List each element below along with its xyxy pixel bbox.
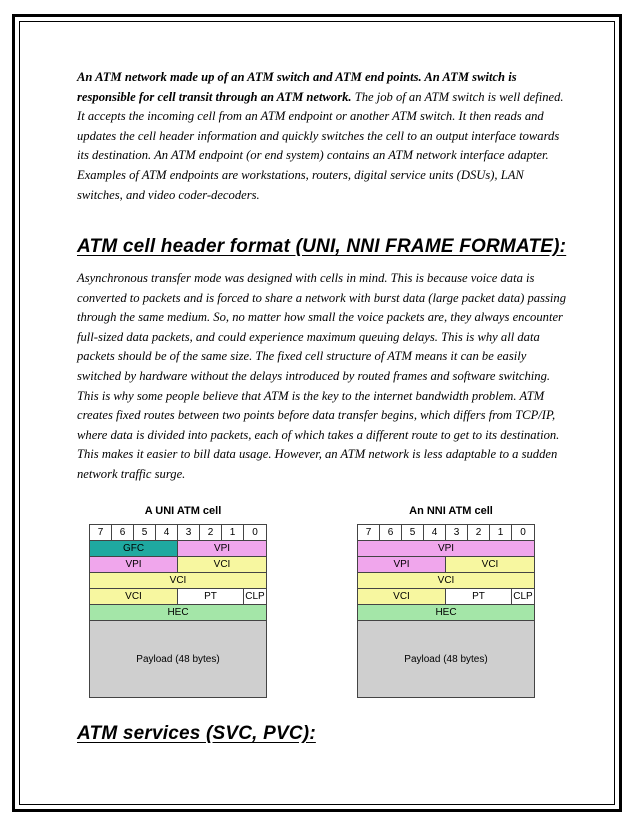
bit-label: 5 (402, 525, 424, 541)
intro-lead: An ATM network made up of an ATM switch and ATM end points. An ATM switch is responsible for cell transit through an ATM network. (77, 70, 517, 104)
uni-row-3 (90, 573, 266, 589)
intro-paragraph (77, 68, 567, 205)
uni-row-5 (90, 605, 266, 621)
uni-cell-title: A UNI ATM cell (144, 505, 222, 517)
uni-row-1 (90, 541, 266, 557)
hec-field: HEC (90, 605, 266, 621)
payload-field: Payload (48 bytes) (90, 621, 266, 697)
nni-cell-title: An NNI ATM cell (409, 505, 493, 517)
nni-row-3 (358, 573, 534, 589)
bit-label: 3 (178, 525, 200, 541)
vpi-field: VPI (178, 541, 266, 557)
vci-field: VCI (446, 557, 534, 573)
uni-cell-diagram (85, 502, 281, 698)
vpi-field: VPI (358, 541, 534, 557)
vci-field: VCI (358, 589, 446, 605)
bit-label: 0 (512, 525, 534, 541)
bit-label: 6 (112, 525, 134, 541)
nni-bit-row (358, 525, 534, 541)
nni-cell-diagram (353, 502, 549, 698)
nni-row-2 (358, 557, 534, 573)
nni-row-5 (358, 605, 534, 621)
hec-field: HEC (358, 605, 534, 621)
bit-label: 3 (446, 525, 468, 541)
vci-field: VCI (358, 573, 534, 589)
vci-field: VCI (178, 557, 266, 573)
nni-row-1 (358, 541, 534, 557)
intro-rest: The job of an ATM switch is well defined. It accepts the incoming cell from an ATM endpoint or another ATM switch. It then reads and updates the cell header information and quickly switches the cell to an output interface towards its destination. An ATM endpoint (or end system) contains an ATM network interface adapter. Examples of ATM endpoints are workstations, routers, digital service units (DSUs), LAN switches, and video coder-decoders. (77, 89, 564, 202)
vci-field: VCI (90, 573, 266, 589)
payload-field: Payload (48 bytes) (358, 621, 534, 697)
pt-field: PT (446, 589, 512, 605)
bit-label: 1 (490, 525, 512, 541)
bit-label: 4 (156, 525, 178, 541)
bit-label: 6 (380, 525, 402, 541)
vpi-field: VPI (358, 557, 446, 573)
vci-field: VCI (90, 589, 178, 605)
bit-label: 7 (358, 525, 380, 541)
vpi-field: VPI (90, 557, 178, 573)
uni-row-4 (90, 589, 266, 605)
clp-field: CLP (512, 589, 534, 605)
section-heading-cell-header: ATM cell header format (UNI, NNI FRAME FORMATE): (77, 236, 567, 257)
bit-label: 2 (468, 525, 490, 541)
section-heading-atm-services: ATM services (SVC, PVC): (77, 723, 316, 744)
bit-label: 0 (244, 525, 266, 541)
nni-row-4 (358, 589, 534, 605)
bit-label: 4 (424, 525, 446, 541)
uni-bit-row (90, 525, 266, 541)
nni-cell-frame (357, 524, 535, 698)
bit-label: 5 (134, 525, 156, 541)
gfc-field: GFC (90, 541, 178, 557)
pt-field: PT (178, 589, 244, 605)
bit-label: 1 (222, 525, 244, 541)
cell-header-paragraph: Asynchronous transfer mode was designed with cells in mind. This is because voice data is converted to packets and is forced to share a network with burst data (large packet data) passing through the same medium. So, no matter how small the voice packets are, they always encounter full-sized data packets, and could experience maximum queuing delays. This is why all data packets should be of the same size. The fixed cell structure of ATM means it can be easily switched by hardware without the delays introduced by routed frames and software switching. This is why some people believe that ATM is the key to the internet bandwidth problem. ATM creates fixed routes between two points before data transfer begins, which differs from TCP/IP, where data is divided into packets, each of which takes a different route to get to its destination. This makes it easier to bill data usage. However, an ATM network is less adaptable to a sudden network traffic surge. (77, 271, 566, 481)
uni-cell-frame (89, 524, 267, 698)
clp-field: CLP (244, 589, 266, 605)
uni-row-2 (90, 557, 266, 573)
bit-label: 2 (200, 525, 222, 541)
bit-label: 7 (90, 525, 112, 541)
